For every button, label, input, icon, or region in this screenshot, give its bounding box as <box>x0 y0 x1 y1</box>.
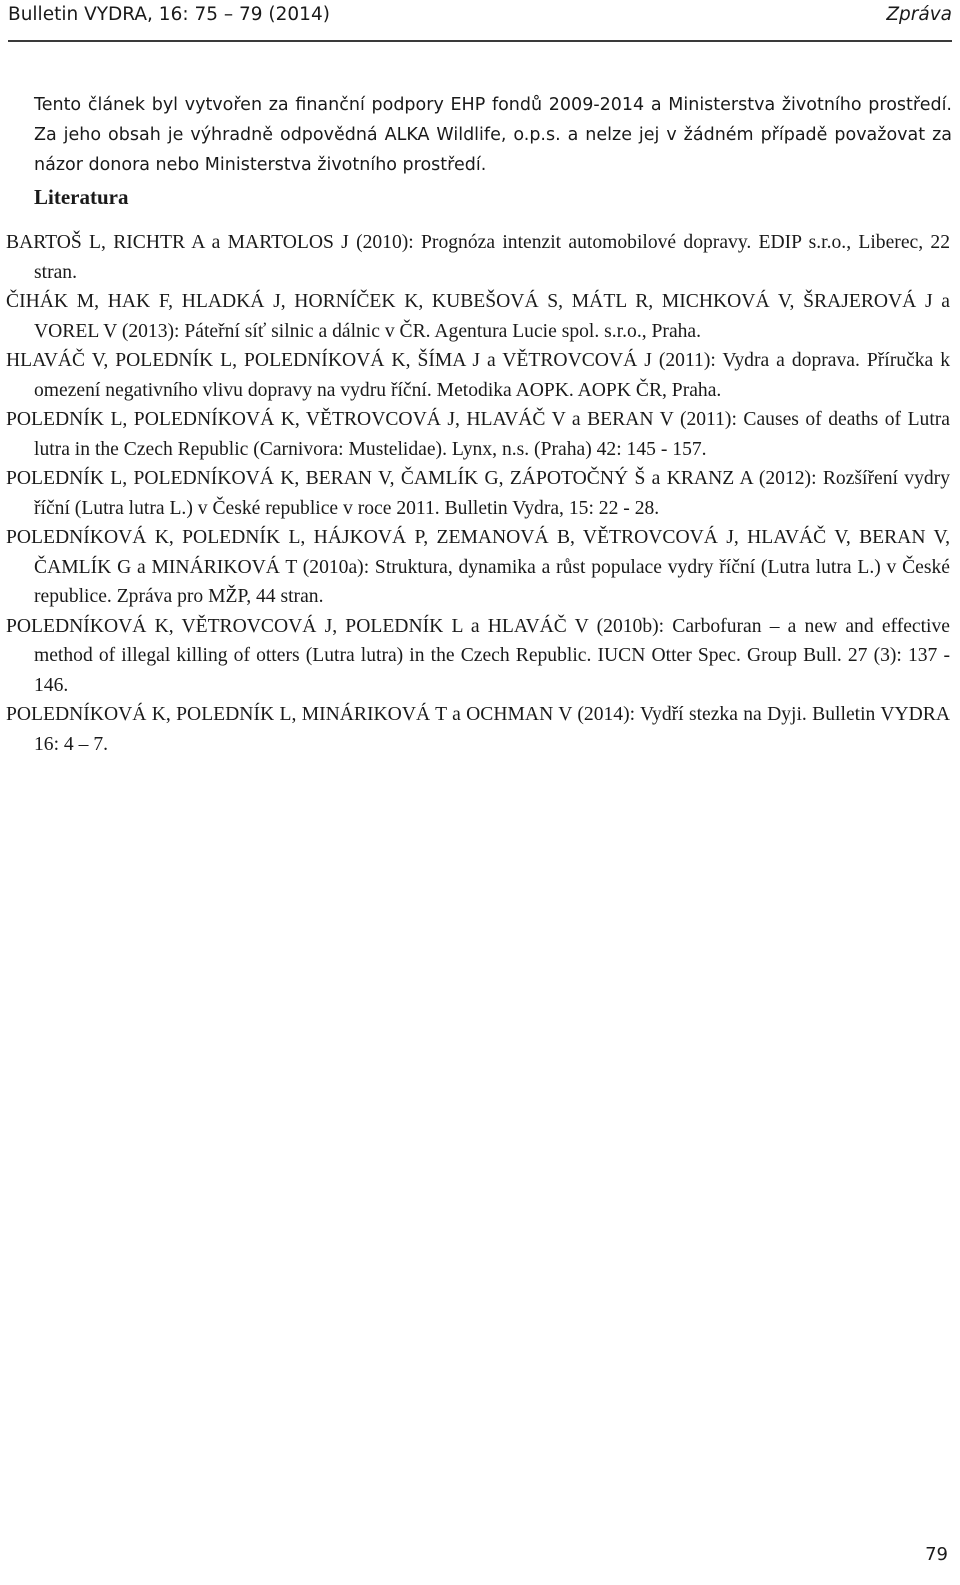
funding-note: Tento článek byl vytvořen za finanční podpory EHP fondů 2009-2014 a Ministerstva životního prostředí. Za jeho obsah je výhradně odpovědná ALKA Wildlife, o.p.s. a nelze jej v žádném případě považovat za názor donora nebo Ministerstva životního prostředí. <box>34 94 952 175</box>
reference-item: POLEDNÍKOVÁ K, POLEDNÍK L, MINÁRIKOVÁ T a OCHMAN V (2014): Vydří stezka na Dyji. Bulletin VYDRA 16: 4 – 7. <box>6 704 950 755</box>
reference-list <box>0 228 950 759</box>
reference-item: POLEDNÍK L, POLEDNÍKOVÁ K, VĚTROVCOVÁ J, HLAVÁČ V a BERAN V (2011): Causes of deaths of Lutra lutra in the Czech Republic (Carnivora: Mustelidae). Lynx, n.s. (Praha) 42: 145 - 157. <box>6 409 950 460</box>
section-label: Zpráva <box>886 4 952 25</box>
reference-item: POLEDNÍK L, POLEDNÍKOVÁ K, BERAN V, ČAMLÍK G, ZÁPOTOČNÝ Š a KRANZ A (2012): Rozšíření vydry říční (Lutra lutra L.) v České republice v roce 2011. Bulletin Vydra, 15: 22 - 28. <box>6 468 950 519</box>
page-number: 79 <box>925 1544 948 1565</box>
references-heading: Literatura <box>34 185 129 209</box>
reference-item: ČIHÁK M, HAK F, HLADKÁ J, HORNÍČEK K, KUBEŠOVÁ S, MÁTL R, MICHKOVÁ V, ŠRAJEROVÁ J a VOREL V (2013): Páteřní síť silnic a dálnic v ČR. Agentura Lucie spol. s.r.o., Praha. <box>6 291 950 342</box>
reference-item: HLAVÁČ V, POLEDNÍK L, POLEDNÍKOVÁ K, ŠÍMA J a VĚTROVCOVÁ J (2011): Vydra a doprava. Příručka k omezení negativního vlivu dopravy na vydru říční. Metodika AOPK. AOPK ČR, Praha. <box>6 350 950 401</box>
reference-item: BARTOŠ L, RICHTR A a MARTOLOS J (2010): Prognóza intenzit automobilové dopravy. EDIP s.r.o., Liberec, 22 stran. <box>6 232 950 283</box>
running-header <box>8 0 952 42</box>
journal-citation: Bulletin VYDRA, 16: 75 – 79 (2014) <box>8 4 330 25</box>
reference-item: POLEDNÍKOVÁ K, VĚTROVCOVÁ J, POLEDNÍK L a HLAVÁČ V (2010b): Carbofuran – a new and effective method of illegal killing of otters (Lutra lutra) in the Czech Republic. IUCN Otter Spec. Group Bull. 27 (3): 137 - 146. <box>6 615 950 696</box>
reference-item: POLEDNÍKOVÁ K, POLEDNÍK L, HÁJKOVÁ P, ZEMANOVÁ B, VĚTROVCOVÁ J, HLAVÁČ V, BERAN V, ČAMLÍK G a MINÁRIKOVÁ T (2010a): Struktura, dynamika a růst populace vydry říční (Lutra lutra L.) v České republice. Zpráva pro MŽP, 44 stran. <box>6 527 950 607</box>
